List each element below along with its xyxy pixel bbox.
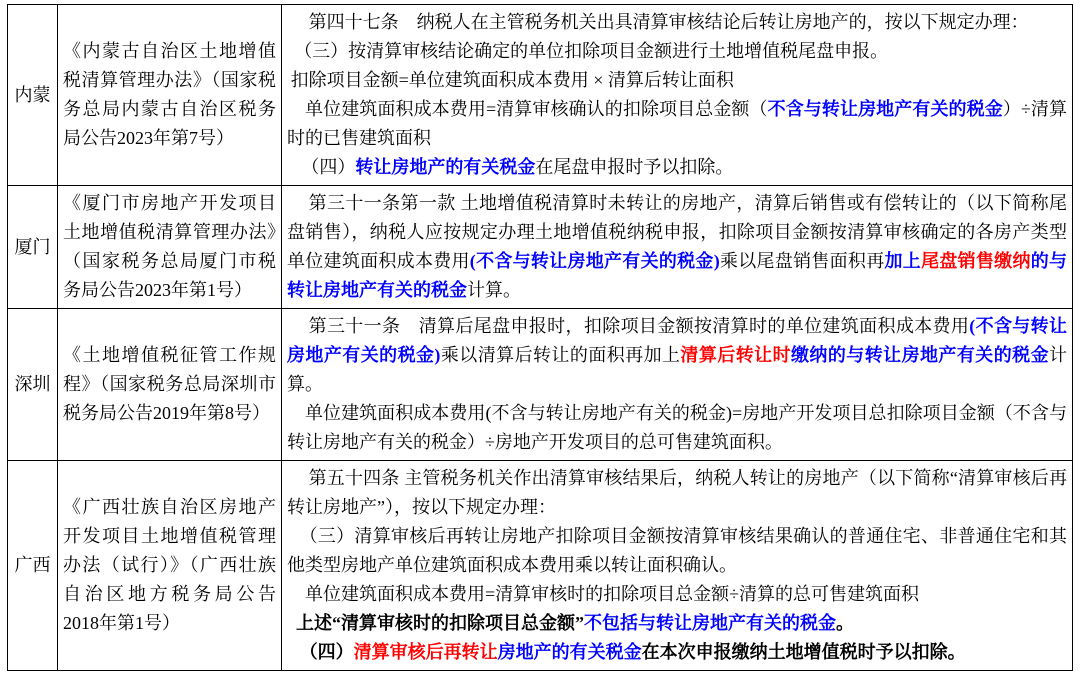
content-paragraph bbox=[287, 37, 1067, 66]
regulation-document-title: 《内蒙古自治区土地增值税清算管理办法》（国家税务总局内蒙古自治区税务局公告2023年第7号） bbox=[58, 5, 282, 186]
content-paragraph bbox=[287, 189, 1067, 305]
text-span-blue: (不含与转让房地产有关的税金) bbox=[287, 316, 1068, 365]
content-paragraph bbox=[287, 153, 1067, 182]
text-span-normal: 乘以清算后转让的面积再加上 bbox=[440, 345, 681, 365]
content-paragraph bbox=[287, 464, 1067, 522]
regulation-document-title: 《厦门市房地产开发项目土地增值税清算管理办法》（国家税务总局厦门市税务局公告2023年第1号） bbox=[58, 186, 282, 309]
text-span-normal: 乘以尾盘销售面积再 bbox=[719, 251, 885, 271]
content-paragraph bbox=[287, 8, 1067, 37]
regulation-content bbox=[282, 309, 1073, 461]
text-span-blue: 缴纳的与转让房地产有关的税金 bbox=[791, 345, 1049, 365]
text-span-normal: ）÷清算时的已售建筑面积 bbox=[287, 99, 1068, 148]
text-span-blue: 转让房地产的有关税金 bbox=[355, 157, 536, 177]
text-span-normal: 单位建筑面积成本费用=清算审核时的扣除项目总金额÷清算的总可售建筑面积 bbox=[305, 584, 920, 604]
regulation-content bbox=[282, 186, 1073, 309]
content-paragraph bbox=[287, 399, 1067, 457]
text-span-normal: （三）按清算审核结论确定的单位扣除项目金额进行土地增值税尾盘申报。 bbox=[294, 41, 889, 61]
text-span-normal: 在尾盘申报时予以扣除。 bbox=[535, 157, 734, 177]
content-paragraph bbox=[287, 522, 1067, 580]
region-label: 广西 bbox=[8, 461, 58, 671]
text-span-bold: （四） bbox=[299, 642, 354, 662]
text-span-normal: 扣除项目金额=单位建筑面积成本费用 × 清算后转让面积 bbox=[290, 70, 734, 90]
text-span-normal: （三）清算审核后再转让房地产扣除项目金额按清算审核结果确认的普通住宅、非普通住宅和其他类型房地产单位建筑面积成本费用乘以转让面积确认。 bbox=[287, 526, 1067, 575]
regulation-content bbox=[282, 461, 1073, 671]
text-span-red: 清算审核后再转让 bbox=[353, 642, 498, 662]
regulation-content bbox=[282, 5, 1073, 186]
text-span-normal: 第五十四条 主管税务机关作出清算审核结果后，纳税人转让的房地产（以下简称“清算审核后再转让房地产”），按以下规定办理： bbox=[287, 468, 1067, 517]
text-span-bold: 在本次申报缴纳土地增值税时予以扣除。 bbox=[641, 642, 966, 662]
text-span-normal: 第三十一条 清算后尾盘申报时，扣除项目金额按清算时的单位建筑面积成本费用 bbox=[308, 316, 970, 336]
regulation-document-title: 《土地增值税征管工作规程》（国家税务总局深圳市税务局公告2019年第8号） bbox=[58, 309, 282, 461]
table-row bbox=[8, 5, 1073, 186]
text-span-normal: （四） bbox=[301, 157, 356, 177]
text-span-normal: 计算。 bbox=[467, 280, 521, 300]
table-row bbox=[8, 186, 1073, 309]
content-paragraph bbox=[287, 312, 1067, 399]
text-span-blue: 不包括与转让房地产有关的税金 bbox=[584, 613, 836, 633]
regulation-comparison-table bbox=[7, 4, 1073, 671]
regulation-table-body bbox=[8, 5, 1073, 671]
region-label: 厦门 bbox=[8, 186, 58, 309]
text-span-normal: 单位建筑面积成本费用=清算审核确认的扣除项目总金额（ bbox=[305, 99, 768, 119]
content-paragraph bbox=[287, 66, 1067, 95]
regulation-document-title: 《广西壮族自治区房地产开发项目土地增值税管理办法（试行）》（广西壮族自治区地方税务局公告2018年第1号） bbox=[58, 461, 282, 671]
text-span-normal: 第四十七条 纳税人在主管税务机关出具清算审核结论后转让房地产的，按以下规定办理： bbox=[308, 12, 1029, 32]
region-label: 内蒙 bbox=[8, 5, 58, 186]
text-span-bold: 。 bbox=[836, 613, 854, 633]
text-span-blue: (不含与转让房地产有关的税金) bbox=[469, 251, 720, 271]
text-span-blue: 房地产的有关税金 bbox=[497, 642, 642, 662]
text-span-red: 尾盘销售缴纳 bbox=[921, 251, 1031, 271]
content-paragraph bbox=[287, 638, 1067, 667]
content-paragraph bbox=[287, 580, 1067, 609]
text-span-blue: 不含与转让房地产有关的税金 bbox=[767, 99, 1003, 119]
text-span-normal: 单位建筑面积成本费用(不含与转让房地产有关的税金)=房地产开发项目总扣除项目金额（不含与转让房地产有关的税金）÷房地产开发项目的总可售建筑面积。 bbox=[287, 403, 1067, 452]
text-span-normal: 计算。 bbox=[287, 345, 1067, 394]
content-paragraph bbox=[287, 95, 1067, 153]
text-span-bold: 上述“清算审核时的扣除项目总金额” bbox=[296, 613, 584, 633]
table-row bbox=[8, 461, 1073, 671]
text-span-red: 清算后转让时 bbox=[680, 345, 791, 365]
content-paragraph bbox=[287, 609, 1067, 638]
table-row bbox=[8, 309, 1073, 461]
text-span-blue: 加上 bbox=[884, 251, 922, 271]
region-label: 深圳 bbox=[8, 309, 58, 461]
text-span-normal: 第三十一条第一款 土地增值税清算时未转让的房地产，清算后销售或有偿转让的（以下简称尾盘销售），纳税人应按规定办理土地增值税纳税申报，扣除项目金额按清算审核确定的各房产类型单位建筑面积成本费用 bbox=[287, 193, 1067, 271]
text-span-blue: 的与转让房地产有关的税金 bbox=[287, 251, 1068, 300]
